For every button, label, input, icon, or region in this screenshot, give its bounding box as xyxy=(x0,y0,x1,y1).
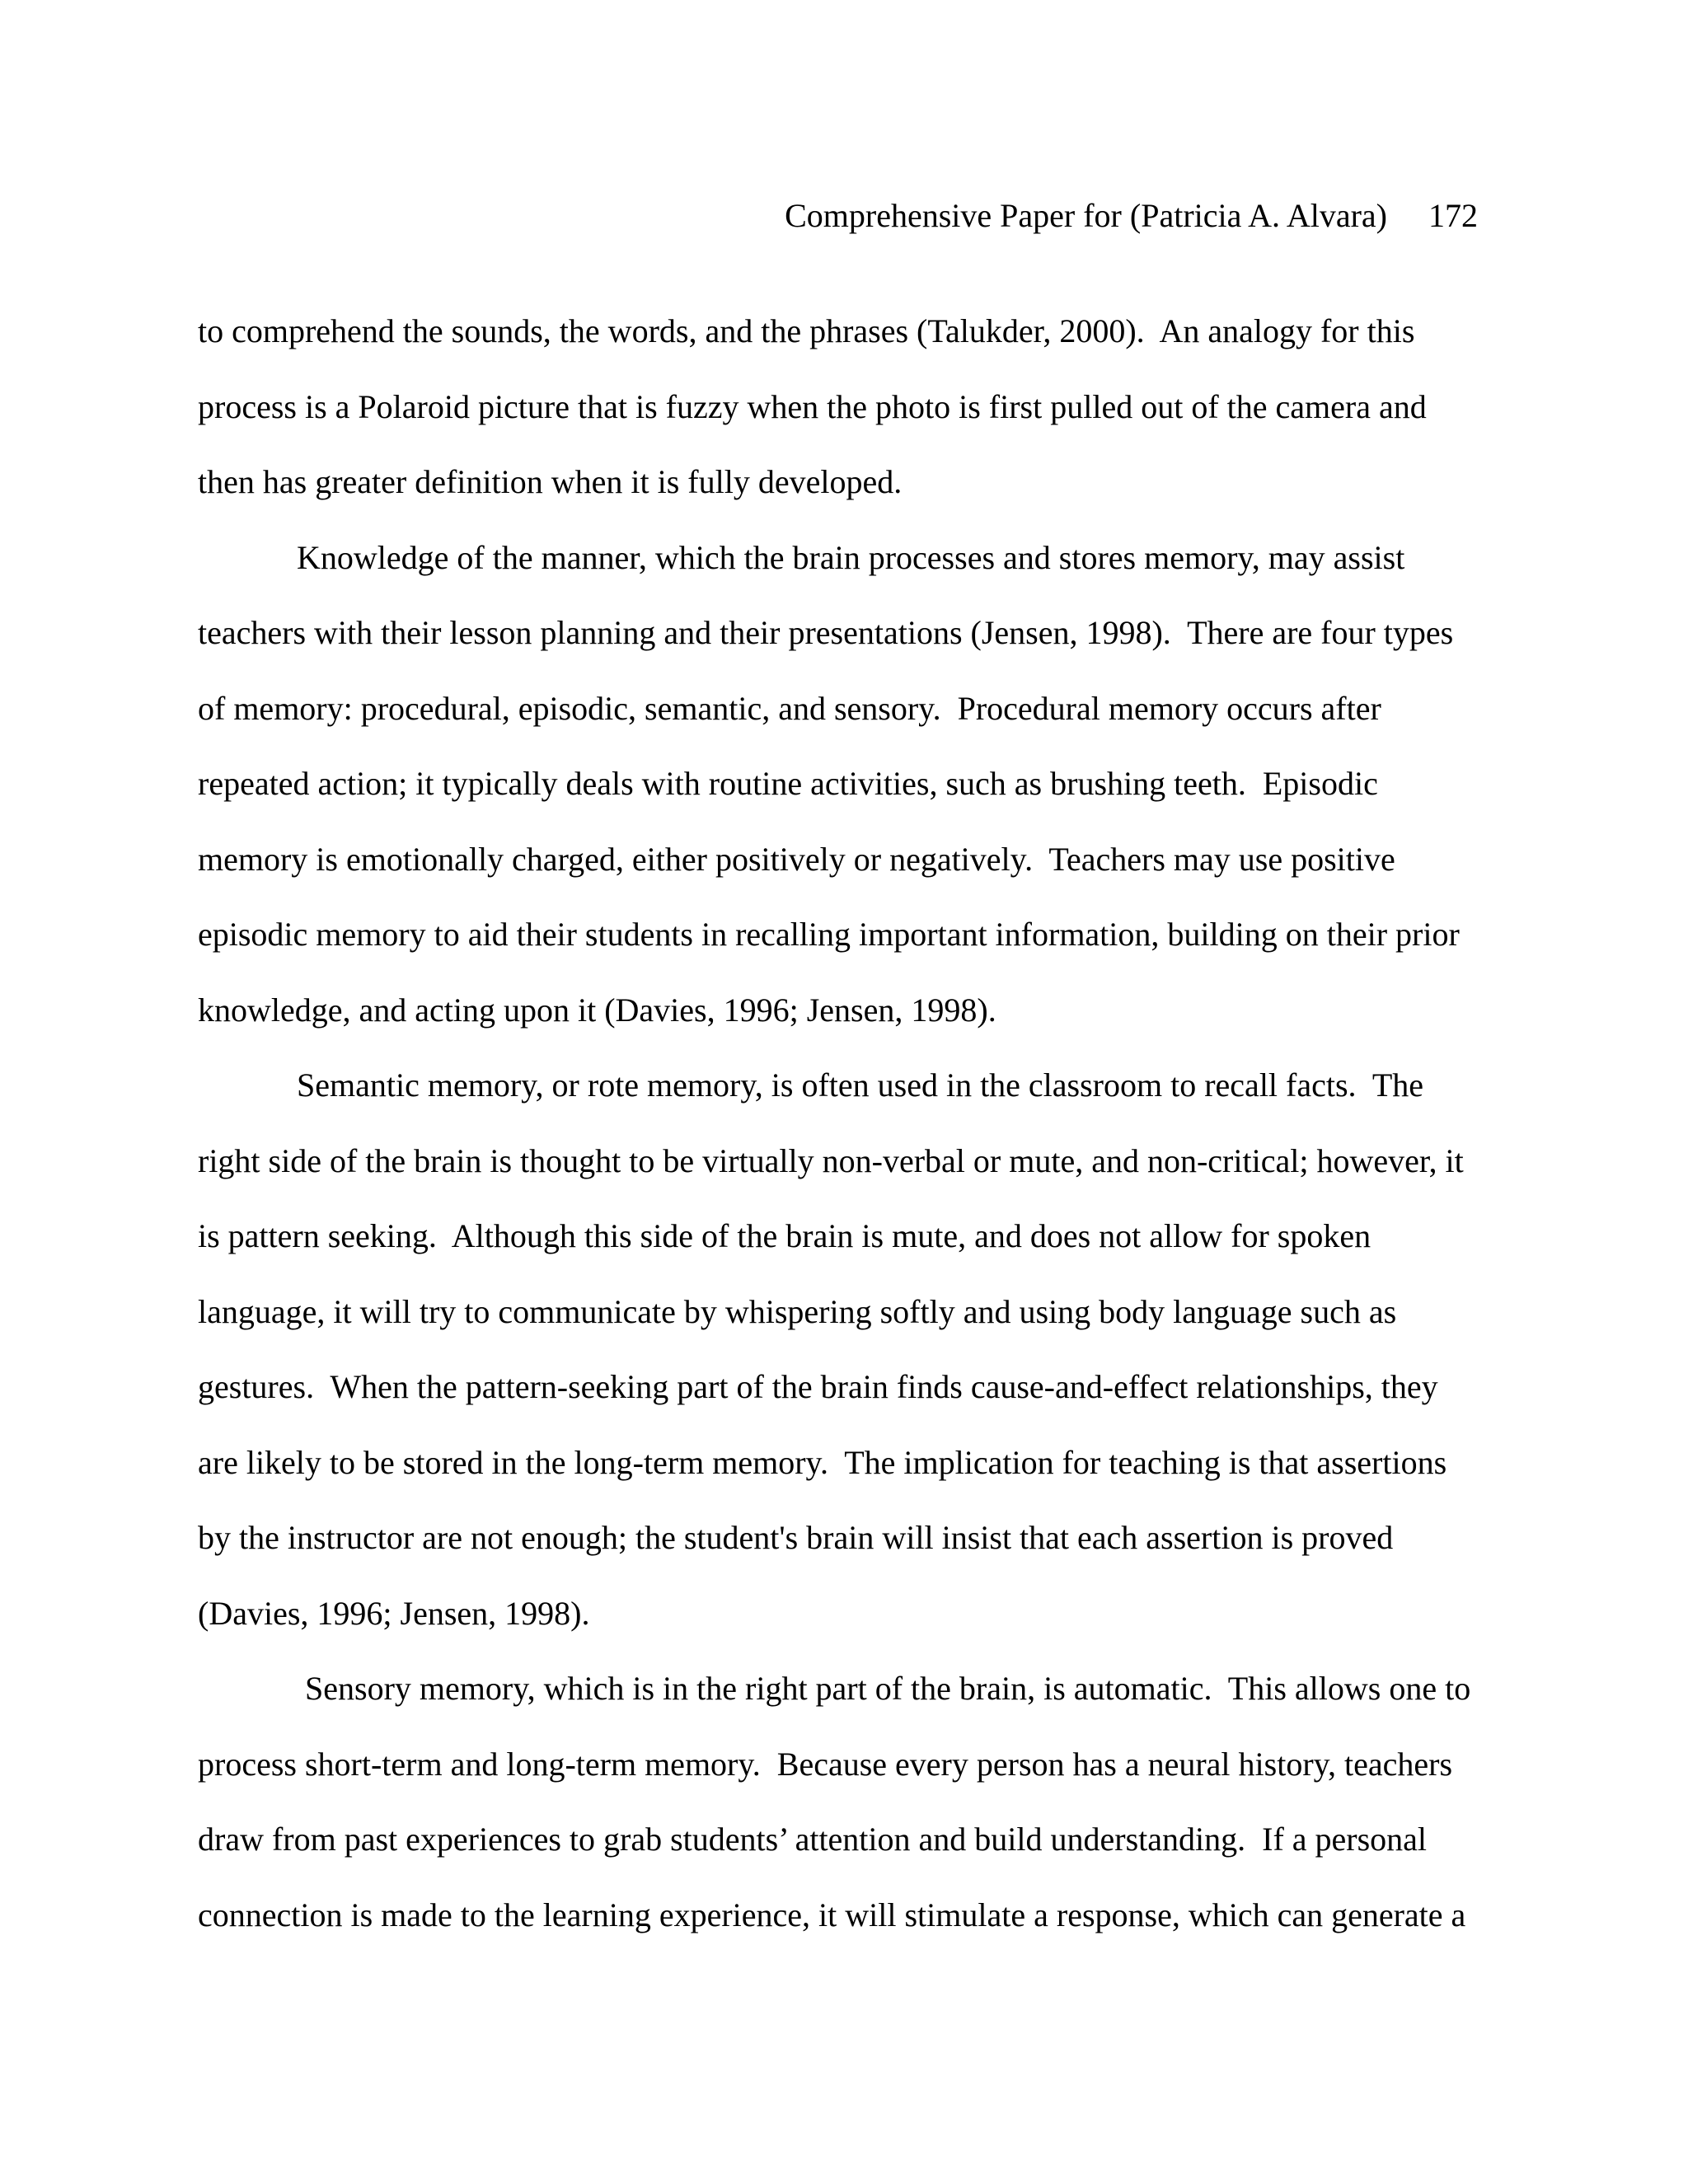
text-line: of memory: procedural, episodic, semantic, and sensory. Procedural memory occurs after xyxy=(198,689,1381,727)
paragraph-first-line: Sensory memory, which is in the right part of the brain, is automatic. This allows one to xyxy=(305,1670,1471,1707)
body-text xyxy=(198,293,1492,1952)
text-line: process is a Polaroid picture that is fuzzy when the photo is first pulled out of the camera and xyxy=(198,387,1427,425)
text-line: is pattern seeking. Although this side of the brain is mute, and does not allow for spoken xyxy=(198,1217,1372,1254)
text-line: right side of the brain is thought to be virtually non-verbal or mute, and non-critical; however, it xyxy=(198,1141,1464,1179)
text-line: teachers with their lesson planning and their presentations (Jensen, 1998). There are four types xyxy=(198,614,1454,651)
text-line: are likely to be stored in the long-term memory. The implication for teaching is that assertions xyxy=(198,1443,1447,1481)
text-line: draw from past experiences to grab students’ attention and build understanding. If a personal xyxy=(198,1821,1428,1858)
text-line: gestures. When the pattern-seeking part of the brain finds cause-and-effect relationships, they xyxy=(198,1368,1438,1405)
page-number: 172 xyxy=(1428,197,1478,234)
text-line: language, it will try to communicate by whispering softly and using body language such as xyxy=(198,1292,1397,1330)
text-line: by the instructor are not enough; the student's brain will insist that each assertion is proved xyxy=(198,1519,1394,1556)
paragraph-first-line: Knowledge of the manner, which the brain processes and stores memory, may assist xyxy=(297,538,1405,576)
text-line: repeated action; it typically deals with routine activities, such as brushing teeth. Episodic xyxy=(198,765,1378,802)
running-header xyxy=(785,195,1478,237)
text-line: then has greater definition when it is fully developed. xyxy=(198,463,903,500)
text-line: (Davies, 1996; Jensen, 1998). xyxy=(198,1594,590,1632)
text-line: connection is made to the learning experience, it will stimulate a response, which can generate a xyxy=(198,1896,1466,1933)
text-line: episodic memory to aid their students in recalling important information, building on their prior xyxy=(198,916,1460,953)
text-line: knowledge, and acting upon it (Davies, 1996; Jensen, 1998). xyxy=(198,991,996,1029)
text-line: to comprehend the sounds, the words, and the phrases (Talukder, 2000). An analogy for this xyxy=(198,312,1415,349)
running-title: Comprehensive Paper for (Patricia A. Alvara) xyxy=(785,197,1387,234)
text-line: process short-term and long-term memory. Because every person has a neural history, teachers xyxy=(198,1745,1453,1783)
text-line: memory is emotionally charged, either positively or negatively. Teachers may use positive xyxy=(198,840,1395,878)
paragraph-first-line: Semantic memory, or rote memory, is often used in the classroom to recall facts. The xyxy=(297,1066,1424,1104)
